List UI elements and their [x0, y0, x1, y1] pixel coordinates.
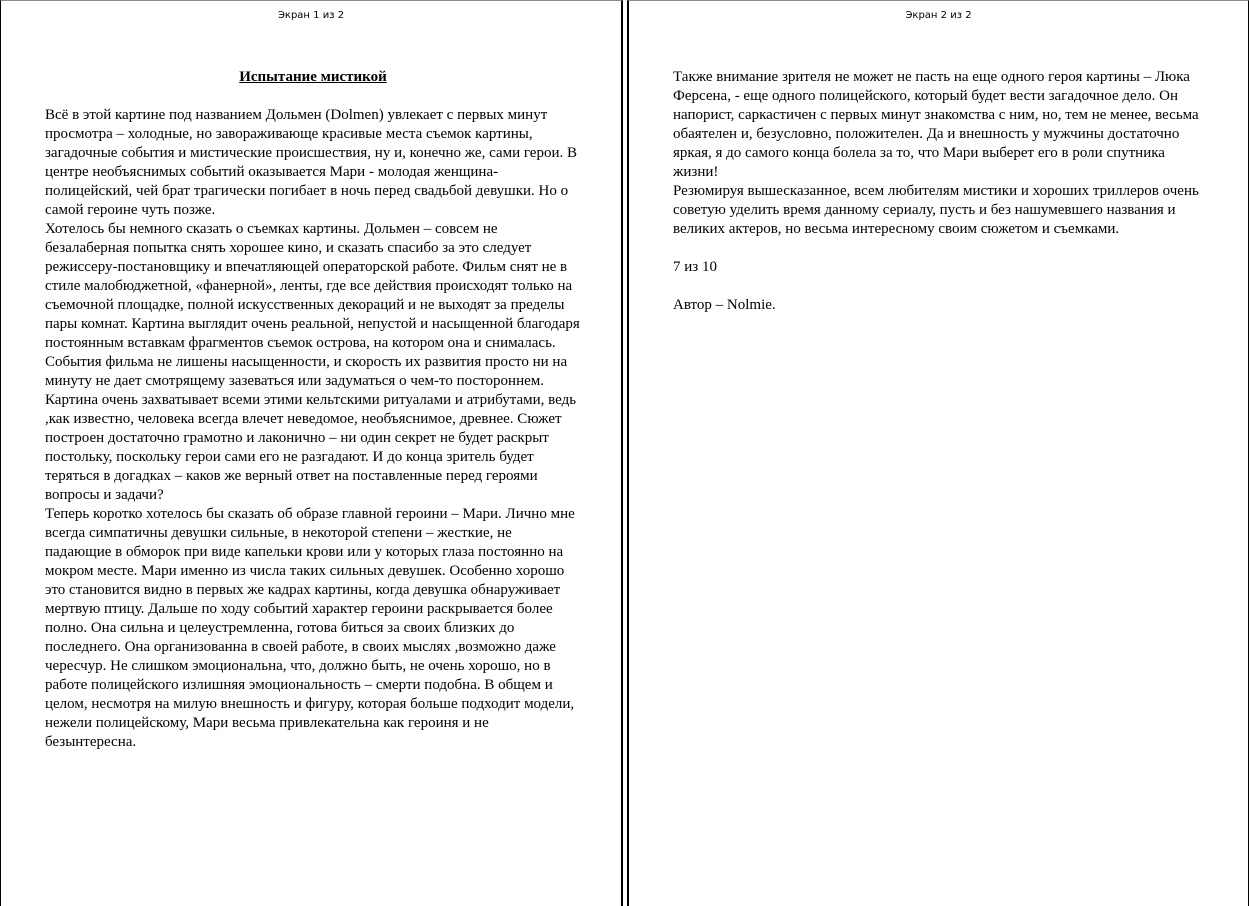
- page-content: [673, 68, 1213, 315]
- blank-line: [673, 277, 1213, 296]
- paragraph: Резюмируя вышесказанное, всем любителям мистики и хороших триллеров очень советую уделить время данному сериалу, пусть и без нашумевшего названия и великих актеров, но весьма интересному своим сюжетом и съемками.: [673, 183, 1199, 237]
- document-title: Испытание мистикой: [239, 69, 387, 85]
- blank-line: [673, 239, 1213, 258]
- page-1[interactable]: [0, 0, 623, 906]
- author-credit: Автор – Nolmie.: [673, 297, 776, 313]
- paragraph: Всё в этой картине под названием Дольмен (Dolmen) увлекает с первых минут просмотра – холодные, но завораживающе красивые места съемок картины, загадочные события и мистические происшествия, ну и, конечно же, сами герои. В центре необъяснимых событий оказывается Мари - молодая женщина-полицейский, чей брат трагически погибает в ночь перед свадьбой девушки. Но о самой героине чуть позже.: [45, 107, 578, 218]
- paragraph: Хотелось бы немного сказать о съемках картины. Дольмен – совсем не безалаберная попытка снять хорошее кино, и сказать спасибо за это следует режиссеру-постановщику и впечатляющей операторской работе. Фильм снят не в стиле малобюджетной, «фанерной», ленты, где все действия происходят только на съемочной площадке, полной искусственных декораций и не выходят за пределы пары комнат. Картина выглядит очень реальной, непустой и насыщенной благодаря постоянным вставкам фрагментов съемок острова, на котором она и снималась.: [45, 221, 580, 351]
- page-header: Экран 1 из 2: [277, 10, 345, 21]
- page-content: [45, 68, 581, 752]
- paragraph: Также внимание зрителя не может не пасть на еще одного героя картины – Люка Ферсена, - еще одного полицейского, который будет вести загадочное дело. Он напорист, саркастичен с первых минут знакомства с ним, но, тем не менее, весьма обаятелен и, безусловно, положителен. Да и внешность у мужчины достаточно яркая, я до самого конца болела за то, что Мари выберет его в роли спутника жизни!: [673, 69, 1199, 180]
- page-header: Экран 2 из 2: [905, 10, 972, 21]
- paragraph: Теперь коротко хотелось бы сказать об образе главной героини – Мари. Лично мне всегда симпатичны девушки сильные, в некоторой степени – жесткие, не падающие в обморок при виде капельки крови или у которых глаза постоянно на мокром месте. Мари именно из числа таких сильных девушек. Особенно хорошо это становится видно в первых же кадрах картины, когда девушка обнаруживает мертвую птицу. Дальше по ходу событий характер героини раскрывается более полно. Она сильна и целеустремленна, готова биться за своих близких до последнего. Она организованна в своей работе, в своих мыслях ,возможно даже чересчур. Не слишком эмоциональна, что, должно быть, не очень хорошо, но в работе полицейского излишняя эмоциональность – смерти подобна. В общем и целом, несмотря на милую внешность и фигуру, которая больше подходит модели, нежели полицейскому, Мари весьма привлекательна как героиня и не безынтересна.: [45, 506, 575, 750]
- paragraph: События фильма не лишены насыщенности, и скорость их развития просто ни на минуту не дает смотрящему зазеваться или задуматься о чем-то постороннем. Картина очень захватывает всеми этими кельтскими ритуалами и атрибутами, ведь ,как известно, человека всегда влечет неведомое, необъяснимое, древнее. Сюжет построен достаточно грамотно и лаконично – ни один секрет не будет раскрыт постольку, поскольку герои сами его не разгадают. И до конца зритель будет теряться в догадках – каков же верный ответ на поставленные перед героями вопросы и задачи?: [45, 354, 577, 503]
- page-2[interactable]: [627, 0, 1249, 906]
- rating-text: 7 из 10: [673, 259, 717, 275]
